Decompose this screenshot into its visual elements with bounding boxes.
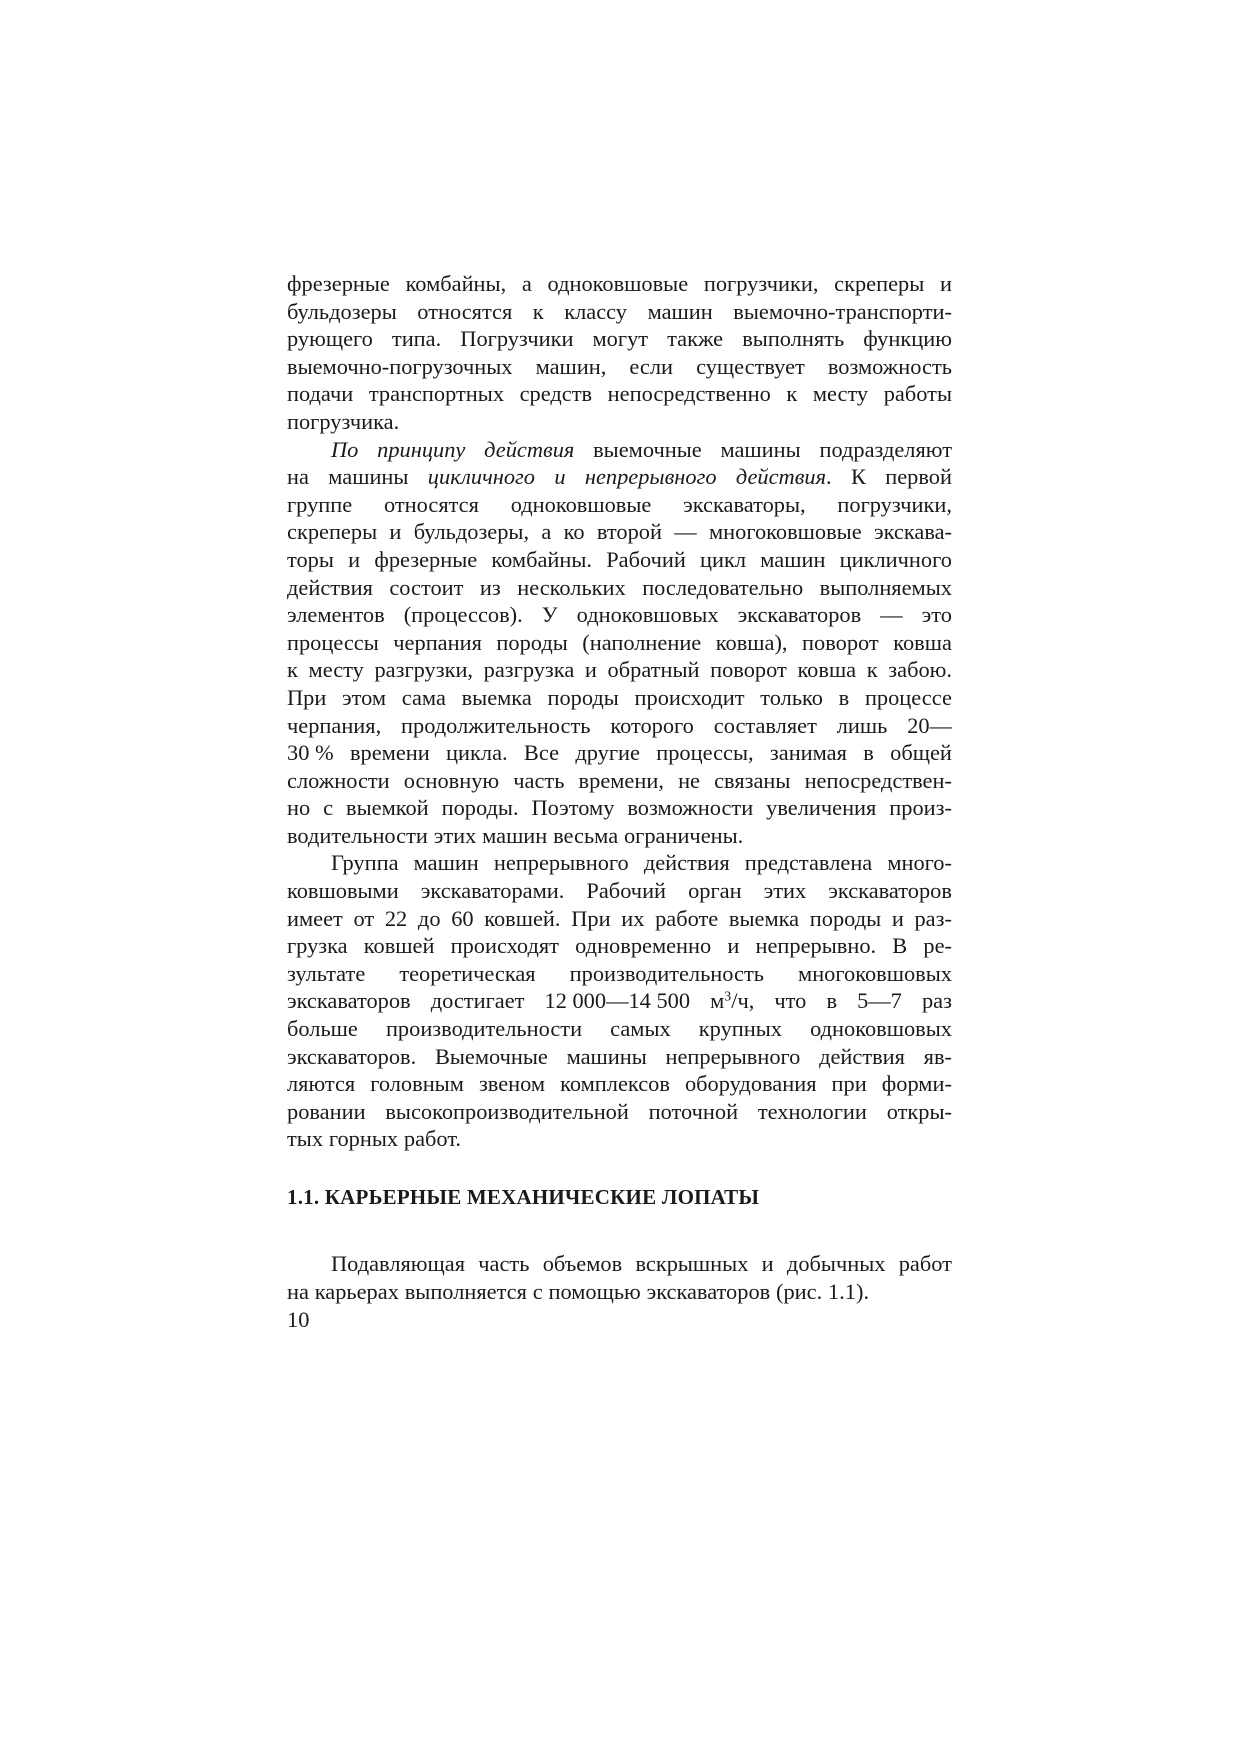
text-line [287, 353, 952, 381]
word: породы [547, 684, 619, 710]
word: погрузчика. [287, 408, 400, 434]
word: подачи [287, 381, 354, 407]
word: времени [349, 740, 430, 766]
word: занимая [769, 740, 847, 766]
word: выемкой [346, 795, 429, 821]
word: черпания, [287, 712, 382, 738]
word: происходит [634, 684, 745, 710]
word: лишь [836, 712, 888, 738]
word: процессы, [656, 740, 754, 766]
word: и [891, 905, 904, 931]
word: первой [885, 464, 952, 490]
word: выполняемых [819, 574, 952, 600]
word: к [786, 381, 798, 407]
word: непрерывного [584, 464, 717, 490]
word: произ- [889, 795, 952, 821]
word: породы [809, 905, 882, 931]
text-line [287, 1278, 952, 1306]
text-line [287, 1098, 952, 1126]
word: и [584, 657, 597, 683]
word: породы [496, 629, 568, 655]
word: комбайны. [491, 546, 593, 572]
word: больше [287, 1016, 358, 1042]
word: экскава- [873, 519, 952, 545]
word: к [287, 657, 298, 683]
word: на [287, 1278, 309, 1304]
word: и [348, 546, 361, 572]
text-line [287, 656, 952, 684]
word: поворот [710, 657, 787, 683]
word: и [554, 464, 566, 490]
word: из [479, 574, 501, 600]
word: машин [413, 850, 479, 876]
word: скреперы [834, 271, 925, 296]
word: месту [812, 381, 869, 407]
word: часть [513, 767, 565, 793]
word: Погрузчики [460, 326, 574, 352]
word: крупных [698, 1016, 782, 1042]
text-line [287, 905, 952, 933]
text-line [287, 270, 952, 298]
word: черпания [393, 629, 482, 655]
word: к [532, 298, 544, 324]
word: погрузчики, [703, 271, 819, 296]
word: возможность [827, 353, 952, 379]
word: ровании [287, 1098, 366, 1124]
word: помощью [548, 1278, 641, 1304]
word: это [921, 602, 952, 628]
word: относятся [383, 491, 479, 517]
word: имеет [287, 905, 343, 931]
word: в [863, 740, 874, 766]
word: действия [484, 436, 575, 462]
word: если [629, 353, 673, 379]
word: непрерывного [493, 850, 629, 876]
word: не [678, 767, 700, 793]
word: выполнять [742, 326, 845, 352]
word: ограничены. [623, 822, 744, 848]
word: элементов [287, 602, 385, 628]
word: работы [883, 381, 952, 407]
text-line [287, 739, 952, 767]
word: 12 000—14 500 [544, 988, 691, 1014]
word: при [831, 1071, 867, 1097]
word: сама [401, 684, 446, 710]
word: объемов [542, 1251, 623, 1276]
word: ковша), [715, 629, 788, 655]
word: машин [647, 298, 713, 324]
word: последовательно [642, 574, 804, 600]
word: — [674, 519, 697, 545]
word: высокопроизводительной [385, 1098, 629, 1124]
word: забою. [888, 657, 952, 683]
word: выемка [461, 684, 532, 710]
word: непрерывно. [755, 933, 877, 959]
word: многоковшовых [798, 960, 952, 986]
word: подразделяют [819, 436, 952, 462]
page-number: 10 [287, 1307, 310, 1332]
word: непосредственно [607, 381, 771, 407]
word: цикличного [839, 546, 952, 572]
word: достигает [430, 988, 525, 1014]
word: форми- [881, 1071, 952, 1097]
word: выемка [728, 905, 800, 931]
text-line [287, 684, 952, 712]
word: машин, [535, 353, 607, 379]
paragraph [287, 436, 952, 850]
word: существует [696, 353, 805, 379]
word: ковша [797, 657, 857, 683]
text-line [287, 932, 952, 960]
word: транспортных [368, 381, 505, 407]
word: до [417, 905, 441, 931]
word: При [287, 684, 327, 710]
word: карьерах [314, 1278, 399, 1304]
word: ляются [287, 1071, 356, 1097]
word: звеном [478, 1071, 546, 1097]
word: добычных [786, 1251, 886, 1276]
word: 1.1). [828, 1278, 870, 1304]
word: выполняется [404, 1278, 527, 1304]
word: поточной [648, 1098, 739, 1124]
word: работ. [403, 1126, 462, 1152]
word: 60 [451, 905, 474, 931]
word: непосредствен- [804, 767, 952, 793]
word: ковшовыми [287, 878, 399, 904]
word: разгрузка [483, 657, 575, 683]
paragraph [287, 1250, 952, 1305]
word: от [353, 905, 375, 931]
word: машины [720, 436, 801, 462]
word: погрузчики, [837, 491, 952, 517]
word: работ [898, 1251, 952, 1276]
text-line [287, 712, 952, 740]
word: комбайны, [405, 271, 507, 296]
word: с [323, 795, 334, 821]
word: К [850, 464, 866, 490]
word: скреперы [287, 519, 378, 545]
word: связаны [714, 767, 791, 793]
word: в [826, 988, 838, 1014]
word: (рис. [776, 1278, 823, 1304]
word: часть [478, 1251, 530, 1276]
word: самых [610, 1016, 671, 1042]
word: составляет [713, 712, 817, 738]
text-line [287, 380, 952, 408]
word: которого [610, 712, 694, 738]
word: производительности [385, 1016, 583, 1042]
text-line [287, 546, 952, 574]
word: общей [890, 740, 952, 766]
word: нескольких [517, 574, 626, 600]
word: оборудования [684, 1071, 817, 1097]
text-line [287, 822, 952, 850]
word: могут [592, 326, 649, 352]
word: действия [643, 850, 730, 876]
word: выемочно-погрузочных [287, 353, 513, 379]
word: При [571, 905, 611, 931]
paragraph [287, 849, 952, 1153]
word: и [727, 933, 740, 959]
word: В [892, 933, 908, 959]
word: что [774, 988, 807, 1014]
word: экскаваторов [828, 878, 952, 904]
word: теоретическая [399, 960, 536, 986]
word: 5—7 [857, 988, 902, 1014]
word: их [621, 905, 645, 931]
word: яв- [923, 1043, 952, 1069]
word: водительности [287, 822, 428, 848]
word: другие [575, 740, 640, 766]
word: и [389, 519, 402, 545]
word: времени, [578, 767, 664, 793]
word: ре- [923, 933, 952, 959]
text-line [287, 877, 952, 905]
word: работе [655, 905, 719, 931]
word: (наполнение [582, 629, 702, 655]
word: сложности [287, 767, 390, 793]
word: бульдозеры [287, 298, 397, 324]
word: породы. [441, 795, 519, 821]
word: одноковшовые [547, 271, 689, 296]
word: к [866, 657, 878, 683]
word: цикличного [427, 464, 535, 490]
text-line [287, 1015, 952, 1043]
text-line [287, 767, 952, 795]
text-line [287, 574, 952, 602]
word: этих [433, 822, 477, 848]
word: ковшей [363, 933, 435, 959]
word: зультате [287, 960, 366, 986]
word: раз [921, 988, 952, 1014]
word: одноковшовые [510, 491, 652, 517]
word: комплексов [560, 1071, 670, 1097]
word: второй [596, 519, 662, 545]
word: функцию [863, 326, 952, 352]
word: откры- [886, 1098, 952, 1124]
word: выемочные [593, 436, 702, 462]
word: на [287, 464, 309, 490]
word: происходят [450, 933, 559, 959]
word: производительность [569, 960, 764, 986]
text-line [287, 849, 952, 877]
word: действия. [735, 464, 832, 490]
word: в [838, 684, 850, 710]
word: ковшей. [484, 905, 561, 931]
section-body-text [287, 1250, 952, 1305]
word: непрерывного [665, 1043, 801, 1069]
word: состоит [389, 574, 464, 600]
text-line [287, 1125, 952, 1153]
word: бульдозеры, [413, 519, 530, 545]
word: разгрузки, [374, 657, 474, 683]
text-line [287, 629, 952, 657]
text-line [287, 518, 952, 546]
text-line [287, 436, 952, 464]
word: многоковшовые [708, 519, 862, 545]
word: 22 [384, 905, 408, 931]
word: раз- [914, 905, 952, 931]
word: действия [287, 574, 373, 600]
word: цикл [700, 546, 747, 572]
word: головным [370, 1071, 464, 1097]
word: классу [564, 298, 628, 324]
word: и [939, 271, 952, 296]
word: процессы [287, 629, 379, 655]
word: фрезерные [287, 271, 390, 296]
text-line [287, 794, 952, 822]
word: этом [342, 684, 387, 710]
body-text [287, 270, 952, 1153]
word: вскрышных [635, 1251, 749, 1276]
word: выемочно-транспорти- [733, 298, 952, 324]
word: (процессов). [403, 602, 523, 628]
word: месту [308, 657, 364, 683]
word: орган [688, 878, 742, 904]
word: технологии [757, 1098, 867, 1124]
word: также [667, 326, 724, 352]
word: экскаваторов [287, 988, 411, 1014]
word: экскаваторов [646, 1278, 771, 1304]
text-line [287, 960, 952, 988]
word: одноковшовых [810, 1016, 952, 1042]
word: только [760, 684, 823, 710]
word: и [761, 1251, 774, 1276]
word: много- [887, 850, 952, 876]
word: ковша [893, 629, 952, 655]
word: продолжительность [401, 712, 591, 738]
text-line [287, 1250, 952, 1278]
word: грузка [287, 933, 348, 959]
word: тых [287, 1126, 324, 1152]
word: горных [328, 1126, 399, 1152]
word: с [532, 1278, 543, 1304]
word: действия [819, 1043, 905, 1069]
text-line [287, 1070, 952, 1098]
word: типа. [391, 326, 442, 352]
word: У [541, 602, 558, 628]
word: средств [519, 381, 593, 407]
text-line [287, 1043, 952, 1071]
word: Подавляющая [331, 1251, 466, 1276]
word: одновременно [575, 933, 712, 959]
word: а [521, 271, 532, 296]
word: торы [287, 546, 334, 572]
word: рующего [287, 326, 373, 352]
word: основную [403, 767, 500, 793]
word: экскаваторов. [287, 1043, 417, 1069]
word: цикла. [446, 740, 508, 766]
word: машин [482, 822, 548, 848]
word: 30 % [287, 740, 334, 766]
section-heading: 1.1. КАРЬЕРНЫЕ МЕХАНИЧЕСКИЕ ЛОПАТЫ [287, 1185, 760, 1209]
text-line [287, 298, 952, 326]
word: — [880, 602, 903, 628]
word: но [287, 795, 311, 821]
word: увеличения [766, 795, 877, 821]
word: обратный [607, 657, 700, 683]
word: процессе [864, 684, 952, 710]
word: машины [566, 1043, 647, 1069]
word: экскаваторов [737, 602, 862, 628]
word: $м^3/ч$, [710, 988, 755, 1014]
word: Рабочий [606, 546, 686, 572]
text-line [287, 463, 952, 491]
word: машины [328, 464, 409, 490]
word: группе [287, 491, 353, 517]
word: ко [563, 519, 585, 545]
text-line [287, 325, 952, 353]
word: представлена [744, 850, 873, 876]
word: экскаваторы, [683, 491, 806, 517]
word: этих [763, 878, 807, 904]
word: весьма [553, 822, 619, 848]
word: машин [760, 546, 826, 572]
text-line [287, 491, 952, 519]
word: поворот [802, 629, 879, 655]
word: Рабочий [586, 878, 667, 904]
paragraph [287, 270, 952, 436]
word: одноковшовых [576, 602, 719, 628]
text-line [287, 408, 952, 436]
word: а [541, 519, 552, 545]
word: возможности [627, 795, 754, 821]
word: Группа [331, 850, 399, 876]
word: По [331, 436, 359, 462]
word: относятся [417, 298, 513, 324]
word: Все [523, 740, 560, 766]
word: фрезерные [374, 546, 478, 572]
word: принципу [377, 436, 466, 462]
word: Выемочные [434, 1043, 548, 1069]
text-line [287, 601, 952, 629]
text-line [287, 987, 952, 1015]
word: 20— [907, 712, 952, 738]
word: Поэтому [531, 795, 615, 821]
word: экскаваторами. [420, 878, 565, 904]
